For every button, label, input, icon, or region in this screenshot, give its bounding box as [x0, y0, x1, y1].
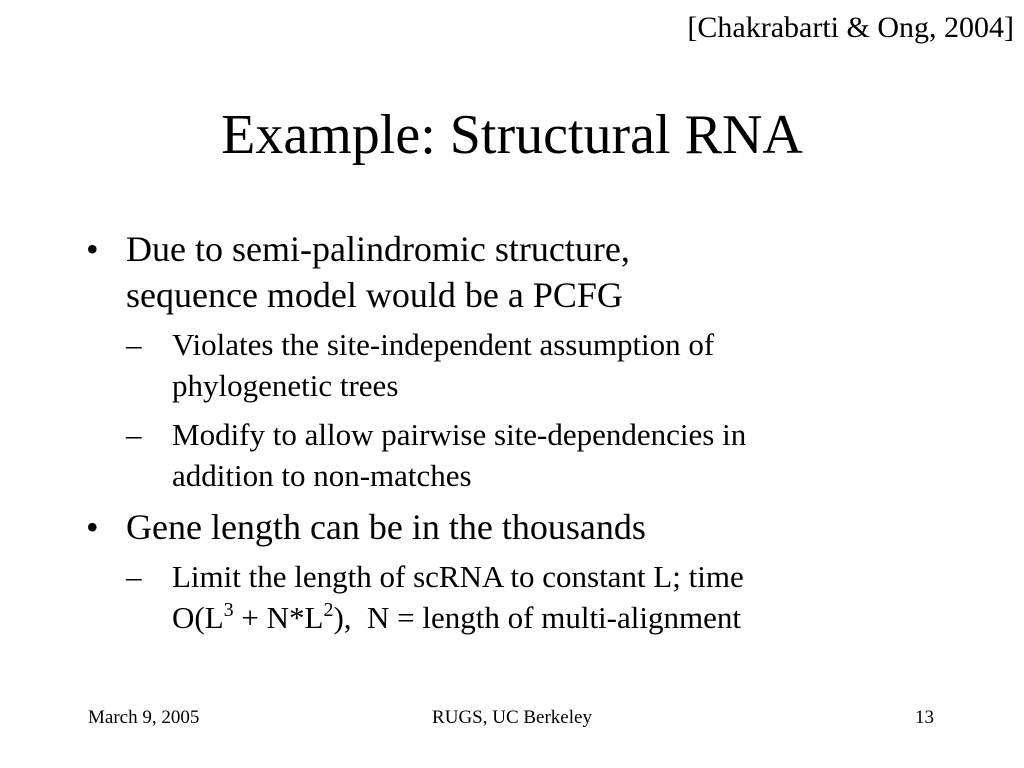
formula-text: ), N = length of multi-alignment: [333, 600, 741, 635]
formula-text: O(L: [172, 600, 224, 635]
footer-date: March 9, 2005: [88, 707, 200, 728]
bullet-list: [82, 226, 982, 638]
page-number: 13: [915, 707, 934, 728]
sub-bullet-text-line: Limit the length of scRNA to constant L; time: [172, 559, 744, 594]
footer-venue: RUGS, UC Berkeley: [432, 707, 592, 728]
dash-marker: –: [126, 327, 142, 362]
dash-marker: –: [126, 559, 142, 594]
formula-text: + N*L: [233, 600, 324, 635]
bullet-item: [82, 226, 982, 496]
exponent: 3: [223, 599, 234, 621]
sub-bullet-text-line: Modify to allow pairwise site-dependencies in: [172, 417, 747, 452]
bullet-text-line: sequence model would be a PCFG: [126, 275, 623, 315]
sub-bullet-item: [126, 414, 982, 496]
sub-bullet-text-line: phylogenetic trees: [172, 368, 399, 403]
sub-bullet-item: [126, 556, 982, 638]
sub-bullet-list: [126, 556, 982, 638]
sub-bullet-text-line: addition to non-matches: [172, 458, 472, 493]
bullet-marker: •: [86, 507, 99, 547]
exponent: 2: [323, 599, 334, 621]
citation: [Chakrabarti & Ong, 2004]: [687, 11, 1014, 44]
bullet-text-line: Due to semi-palindromic structure,: [126, 229, 630, 269]
sub-bullet-text-line: Violates the site-independent assumption of: [172, 327, 715, 362]
bullet-marker: •: [86, 229, 99, 269]
bullet-text-line: Gene length can be in the thousands: [126, 507, 646, 547]
sub-bullet-list: [126, 324, 982, 496]
dash-marker: –: [126, 417, 142, 452]
slide-title: Example: Structural RNA: [221, 104, 803, 166]
bullet-item: [82, 504, 982, 638]
sub-bullet-item: [126, 324, 982, 406]
